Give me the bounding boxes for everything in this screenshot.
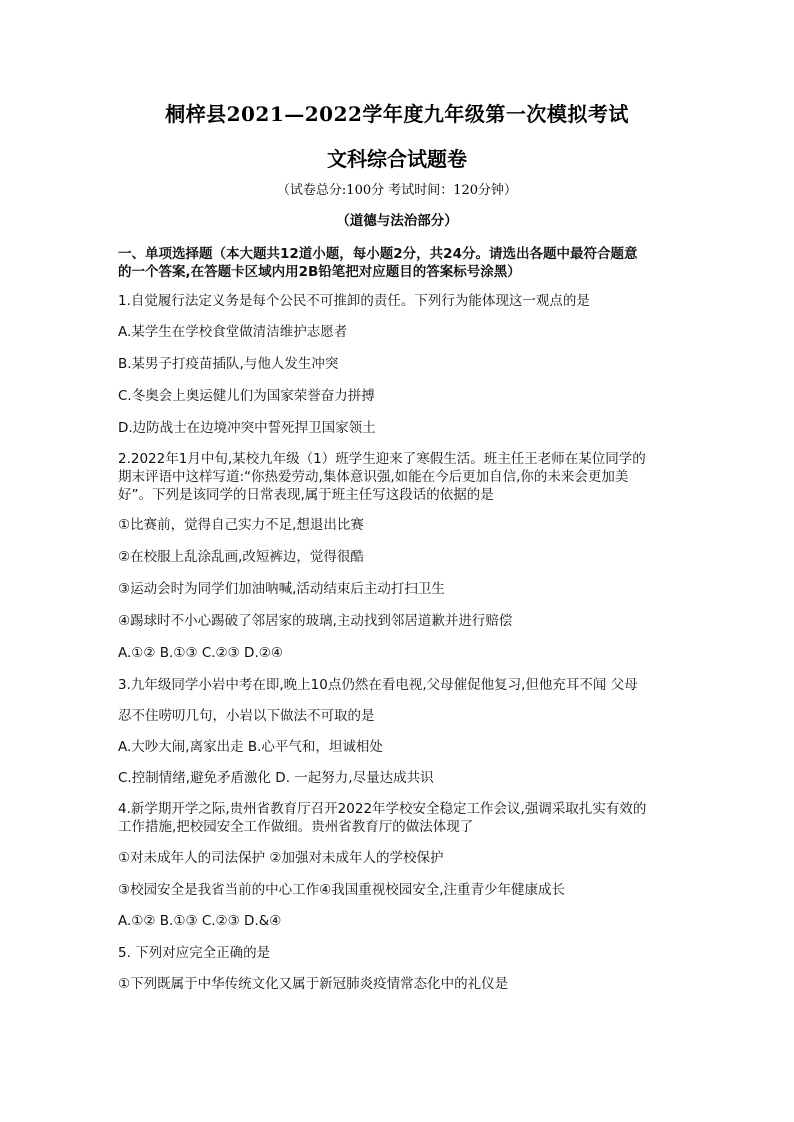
question-4-stem-1: 4.新学期开学之际,贵州省教育厅召开2022年学校安全稳定工作会议,强调采取扎实有效的 xyxy=(118,801,647,817)
question-1-option-d: D.边防战士在边境冲突中誓死捍卫国家领土 xyxy=(118,420,376,436)
question-3-stem-1: 3.九年级同学小岩中考在即,晚上10点仍然在看电视,父母催促他复习,但他充耳不闻 父母 xyxy=(118,677,638,693)
question-1-stem: 1.自觉履行法定义务是每个公民不可推卸的责任。下列行为能体现这一观点的是 xyxy=(118,293,590,309)
exam-subtitle: 文科综合试题卷 xyxy=(327,147,467,171)
question-5-stem: 5. 下列对应完全正确的是 xyxy=(118,945,271,961)
instructions-line-1: 一、单项选择题（本大题共12道小题，每小题2分，共24分。请选出各题中最符合题意 xyxy=(118,246,638,262)
question-3-options-ab: A.大吵大闹,离家出走 B.心平气和，坦诚相处 xyxy=(118,739,383,755)
instructions-line-2: 的一个答案,在答题卡区域内用2B铅笔把对应题目的答案标号涂黑） xyxy=(118,264,521,280)
exam-title: 桐梓县2021—2022学年度九年级第一次模拟考试 xyxy=(165,102,629,126)
question-1-option-c: C.冬奥会上奥运健儿们为国家荣誉奋力拼搏 xyxy=(118,388,375,404)
question-2-stem-1: 2.2022年1月中旬,某校九年级（1）班学生迎来了寒假生活。班主任王老师在某位同学的 xyxy=(118,451,646,467)
question-1-option-a: A.某学生在学校食堂做清洁维护志愿者 xyxy=(118,324,348,340)
question-2-item-1: ①比赛前，觉得自己实力不足,想退出比赛 xyxy=(118,517,364,533)
question-2-stem-2: 期末评语中这样写道:“你热爱劳动,集体意识强,如能在今后更加自信,你的未来会更加美 xyxy=(118,469,629,485)
section-title: （道德与法治部分） xyxy=(336,213,458,229)
question-2-item-3: ③运动会时为同学们加油呐喊,活动结束后主动打扫卫生 xyxy=(118,581,445,597)
question-2-answers: A.①② B.①③ C.②③ D.②④ xyxy=(118,645,283,661)
question-3-stem-2: 忍不住唠叨几句，小岩以下做法不可取的是 xyxy=(118,708,375,724)
question-2-item-4: ④踢球时不小心踢破了邻居家的玻璃,主动找到邻居道歉并进行赔偿 xyxy=(118,613,513,629)
question-1-option-b: B.某男子打疫苗插队,与他人发生冲突 xyxy=(118,356,339,372)
question-4-items-12: ①对未成年人的司法保护 ②加强对未成年人的学校保护 xyxy=(118,850,444,866)
question-4-stem-2: 工作措施,把校园安全工作做细。贵州省教育厅的做法体现了 xyxy=(118,819,474,835)
question-5-item-1: ①下列既属于中华传统文化又属于新冠肺炎疫情常态化中的礼仪是 xyxy=(118,976,509,992)
question-3-options-cd: C.控制情绪,避免矛盾激化 D. 一起努力,尽量达成共识 xyxy=(118,770,434,786)
question-2-stem-3: 好”。下列是该同学的日常表现,属于班主任写这段话的依据的是 xyxy=(118,487,494,503)
question-4-items-34: ③校园安全是我省当前的中心工作④我国重视校园安全,注重青少年健康成长 xyxy=(118,882,565,898)
question-2-item-2: ②在校服上乱涂乱画,改短裤边，觉得很酷 xyxy=(118,549,364,565)
exam-info: （试卷总分:100分 考试时间：120分钟） xyxy=(276,183,518,198)
question-4-answers: A.①② B.①③ C.②③ D.&④ xyxy=(118,913,282,929)
